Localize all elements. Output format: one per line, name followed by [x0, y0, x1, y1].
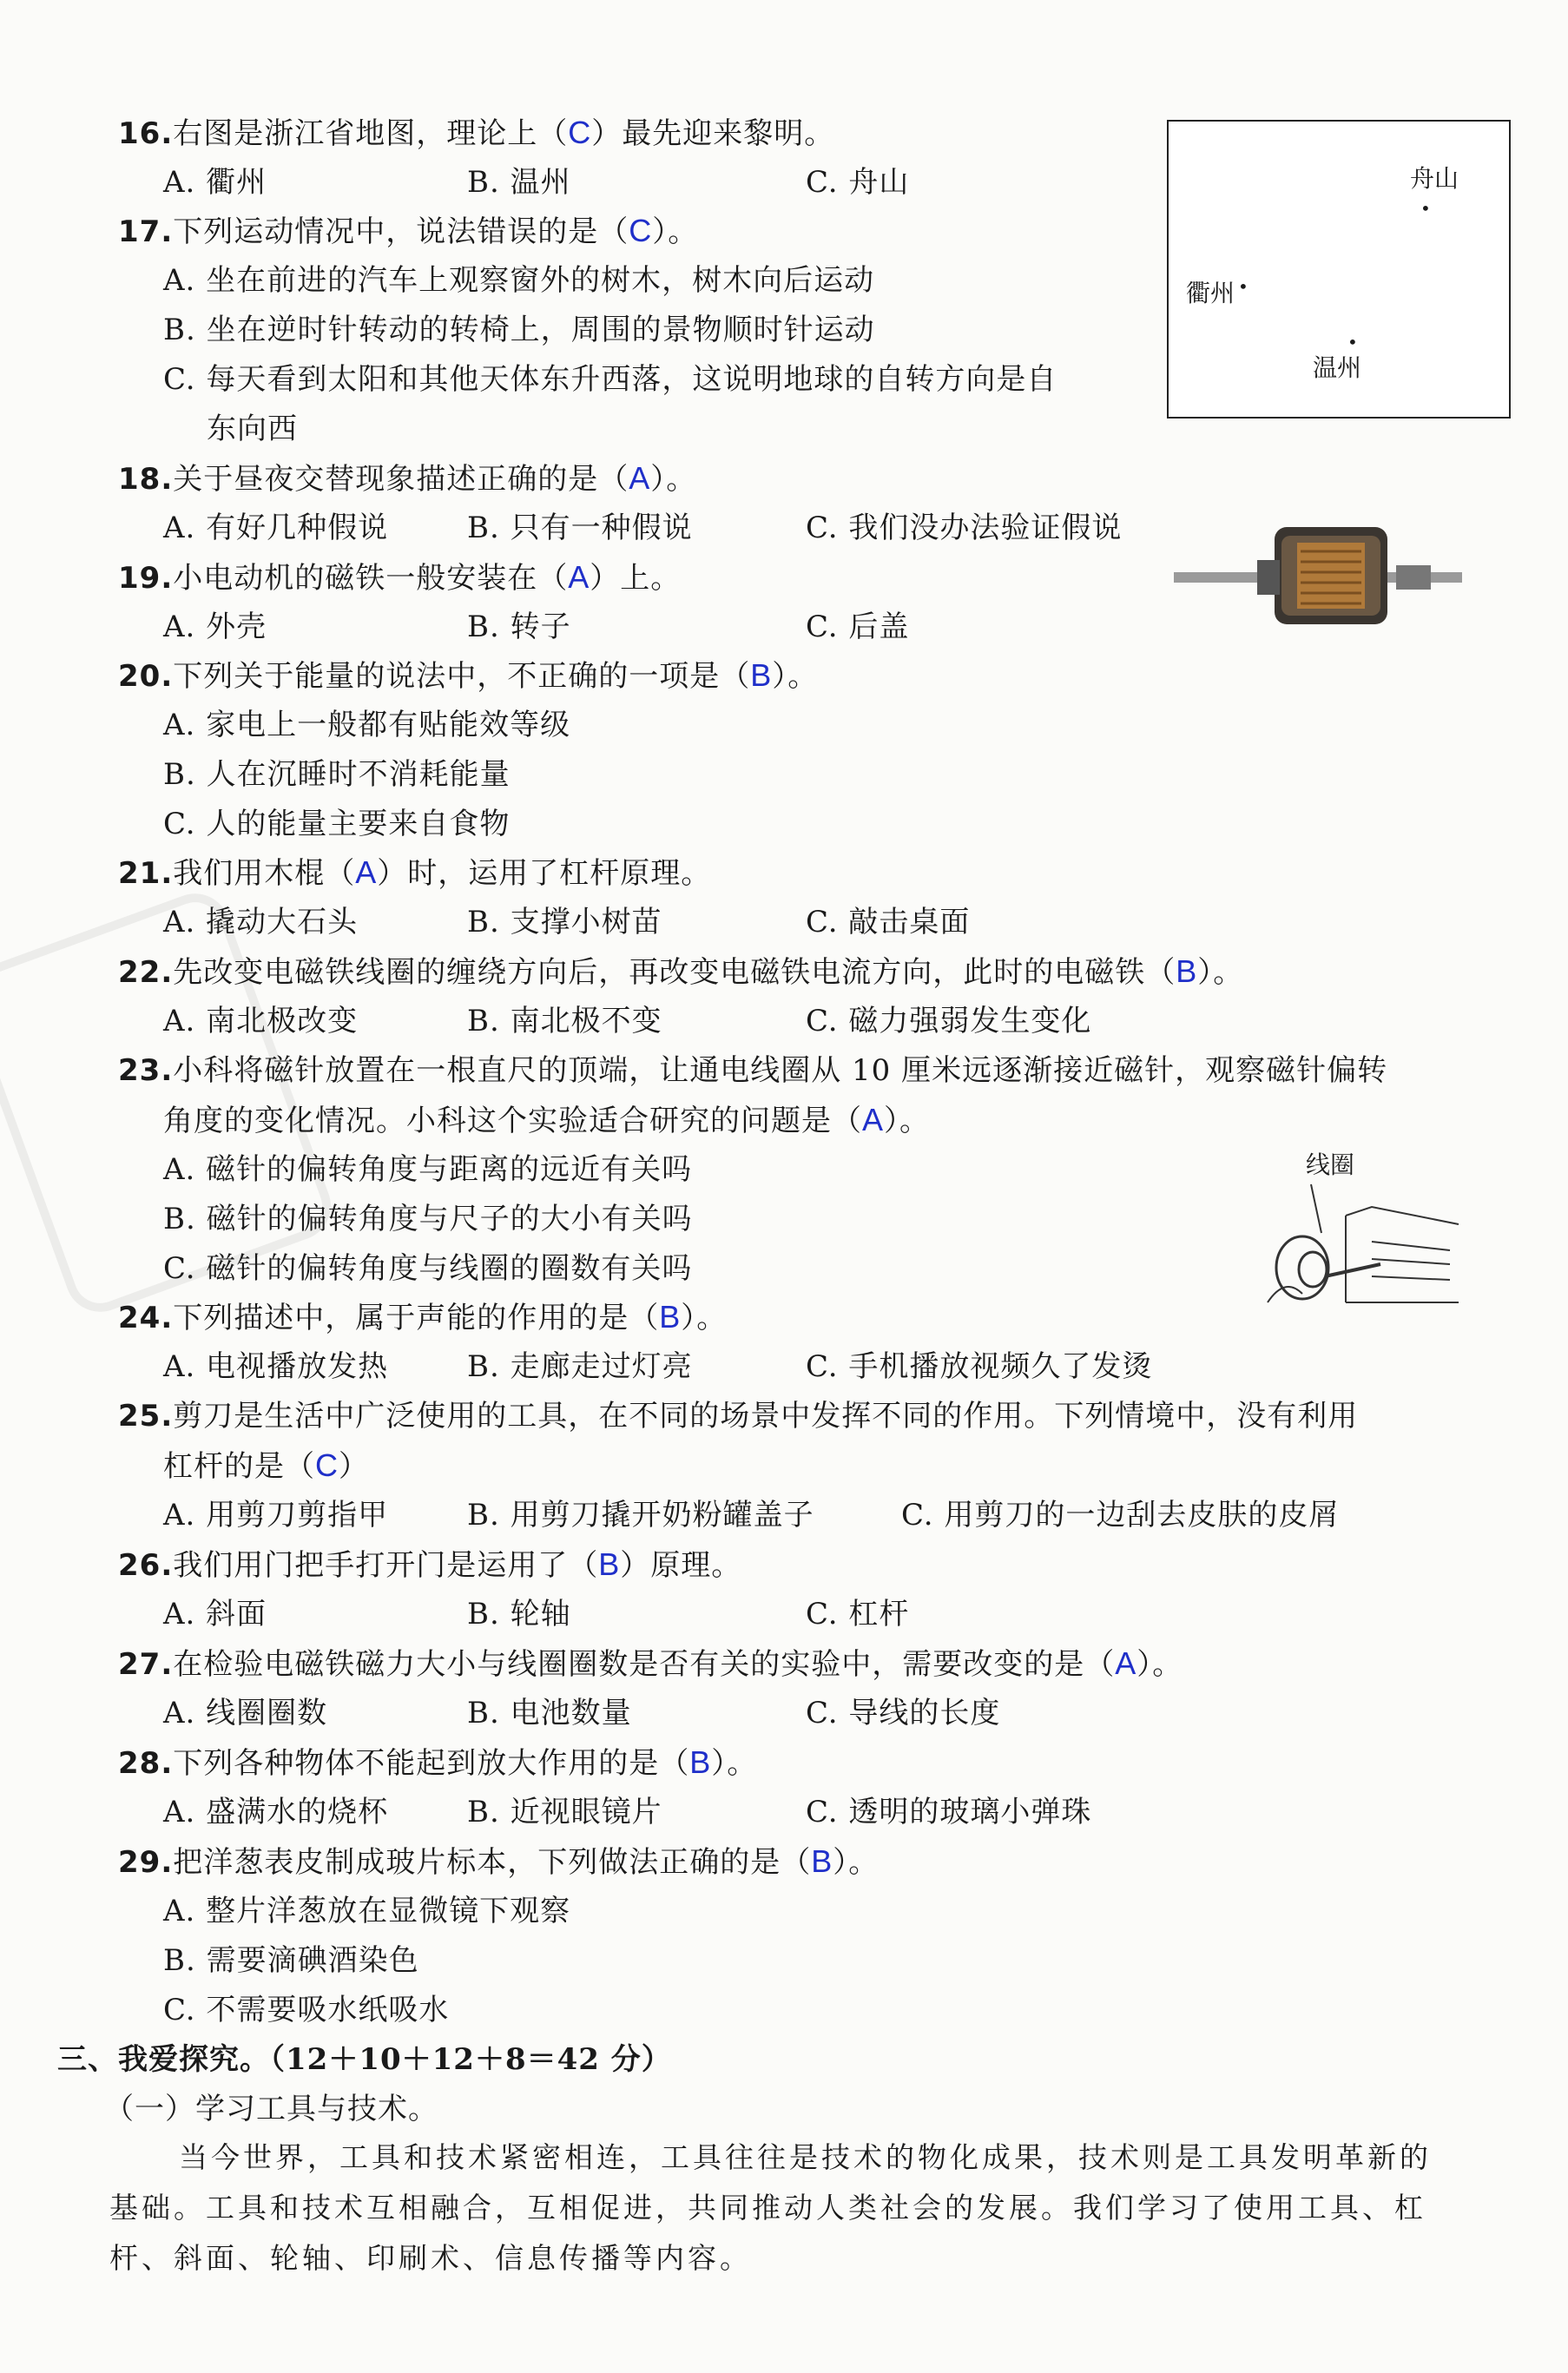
- option-c-continued: 东向西: [207, 412, 298, 446]
- option-c: C. 人的能量主要来自食物: [163, 807, 511, 841]
- coil-drawing: [1250, 1181, 1476, 1320]
- option-c: C. 磁针的偏转角度与线圈的圈数有关吗: [163, 1251, 693, 1286]
- section-3-subtitle: （一）学习工具与技术。: [104, 2092, 438, 2126]
- answer: B: [1176, 953, 1198, 989]
- answer: B: [598, 1546, 621, 1582]
- question-16: 16.右图是浙江省地图，理论上（C）最先迎来黎明。: [118, 115, 835, 151]
- question-28: 28.下列各种物体不能起到放大作用的是（B）。: [118, 1744, 758, 1781]
- motor-rotor-image: [1170, 517, 1466, 638]
- zhoushan-dot: •: [1420, 198, 1431, 219]
- question-27: 27.在检验电磁铁磁力大小与线圈圈数是否有关的实验中，需要改变的是（A）。: [118, 1645, 1183, 1682]
- answer: B: [689, 1744, 712, 1780]
- question-21: 21.我们用木棍（A）时，运用了杠杆原理。: [118, 854, 712, 891]
- coil-figure: 线圈: [1250, 1146, 1476, 1320]
- section-3-paragraph-line-3: 杆、斜面、轮轴、印刷术、信息传播等内容。: [109, 2241, 752, 2275]
- answer: A: [568, 559, 590, 595]
- section-3-paragraph-line-1: 当今世界，工具和技术紧密相连，工具往往是技术的物化成果，技术则是工具发明革新的: [179, 2140, 1432, 2174]
- option-a: A. 坐在前进的汽车上观察窗外的树木，树木向后运动: [163, 263, 875, 298]
- option-a: A. 家电上一般都有贴能效等级: [163, 708, 571, 742]
- question-25: 25.剪刀是生活中广泛使用的工具，在不同的场景中发挥不同的作用。下列情境中，没有利用: [118, 1399, 1359, 1434]
- answer: C: [629, 213, 653, 248]
- section-3-title: 三、我爱探究。（12＋10＋12＋8＝42 分）: [57, 2042, 672, 2077]
- option-c: C. 不需要吸水纸吸水: [163, 1993, 450, 2027]
- question-17: 17.下列运动情况中，说法错误的是（C）。: [118, 213, 699, 249]
- answer: A: [629, 460, 651, 496]
- option-a: A. 整片洋葱放在显微镜下观察: [163, 1894, 571, 1928]
- answer: A: [1115, 1645, 1137, 1681]
- option-a: A. 磁针的偏转角度与距离的远近有关吗: [163, 1152, 693, 1187]
- option-b: B. 需要滴碘酒染色: [163, 1943, 419, 1978]
- question-23: 23.小科将磁针放置在一根直尺的顶端，让通电线圈从 10 厘米远逐渐接近磁针，观察磁针偏转: [118, 1053, 1388, 1088]
- zhejiang-map-figure: 舟山 • 衢州 • • 温州: [1167, 120, 1511, 419]
- quzhou-dot: •: [1238, 276, 1248, 297]
- section-3-paragraph-line-2: 基础。工具和技术互相融合，互相促进，共同推动人类社会的发展。我们学习了使用工具、杠: [109, 2191, 1426, 2225]
- option-b: B. 人在沉睡时不消耗能量: [163, 757, 511, 792]
- question-29: 29.把洋葱表皮制成玻片标本，下列做法正确的是（B）。: [118, 1843, 880, 1880]
- answer: A: [862, 1102, 885, 1137]
- answer: B: [659, 1299, 682, 1335]
- answer: C: [315, 1447, 339, 1483]
- question-23-line-2: 角度的变化情况。小科这个实验适合研究的问题是（A）。: [163, 1102, 931, 1138]
- option-b: B. 磁针的偏转角度与尺子的大小有关吗: [163, 1202, 693, 1236]
- answer: C: [568, 115, 592, 150]
- question-26: 26.我们用门把手打开门是运用了（B）原理。: [118, 1546, 742, 1583]
- question-19: 19.小电动机的磁铁一般安装在（A）上。: [118, 559, 682, 596]
- worksheet-page: 16.右图是浙江省地图，理论上（C）最先迎来黎明。 A. 衢州 B. 温州 C. 舟山 舟山 • 衢州 • • 温州 17.下列运动情况中，说法错误的是（C）。 A. 坐在前进的汽车上观察窗外的树木，树木向后运动 B. 坐在逆时针转动的转椅上，周围的景物顺时针运动 C. 每天看到太阳和其他天体东升西落，这说明地球的自转方向是自 东向西 18.关于昼夜交替现象描述正确的是（A）。 A. 有好几种假说 B. 只有一种假说 C. 我们没办法验证假说 19.小电动机的磁铁一般安装在（A）上。 A. 外壳 B. 转子 C. 后盖 20.下列关于能量的说法中，不正确的一项是（B）。 A. 家电上一般都有贴能效等级 B. 人在沉睡时不消耗能量 C. 人的能量主要来自食物 21.我们用木棍（A）时，运用了杠杆原理。 A. 撬动大石头 B. 支撑小树苗 C. 敲击桌面 22.先改变电磁铁线圈的缠绕方向后，再改变电磁铁电流方向，此时的电磁铁（B）。 A. 南北极改变 B. 南北极不变 C. 磁力强弱发生变化 23.小科将磁针放置在一根直尺的顶端，让通电线圈从 10 厘米远逐渐接近磁针，观察磁针偏转 角度的变化情况。小科这个实验适合研究的问题是（A）。 A. 磁针的偏转角度与距离的远近有关吗 B. 磁针的偏转角度与尺子的大小有关吗 C. 磁针的偏转角度与线圈的圈数有关吗 线圈 24.下列描述中，属于声能的作用的是（B）。 A. 电视播放发热 B. 走廊走过灯亮 C. 手机播放视频久了发烫 25.剪刀是生活中广泛使用的工具，在不同的场景中发挥不同的作用。下列情境中，没有利用 杠杆的是（C） A. 用剪刀剪指甲 B. 用剪刀撬开奶粉罐盖子 C. 用剪刀的一边刮去皮肤的皮屑 26.我们用门把手打开门是运用了（B）原理。 A. 斜面 B. 轮轴 C. 杠杆 27.在检验电磁铁磁力大小与线圈圈数是否有关的实验中，需要改变的是（A）。 A. 线圈圈数 B. 电池数量 C. 导线的长度 28.下列各种物体不能起到放大作用的是（B）。 A. 盛满水的烧杯 B. 近视眼镜片 C. 透明的玻璃小弹珠 29.把洋葱表皮制成玻片标本，下列做法正确的是（B）。 A. 整片洋葱放在显微镜下观察 B. 需要滴碘酒染色 C. 不需要吸水纸吸水 三、我爱探究。（12＋10＋12＋8＝42 分） （一）学习工具与技术。 当今世界，工具和技术紧密相连，工具往往是技术的物化成果，技术则是工具发明革新的 基础。工具和技术互相融合，互相促进，共同推动人类社会的发展。我们学习了使用工具、杠 杆、斜面、轮轴、印刷术、信息传播等内容。: [0, 0, 1568, 2373]
- answer: B: [811, 1843, 833, 1879]
- question-18: 18.关于昼夜交替现象描述正确的是（A）。: [118, 460, 697, 497]
- question-20: 20.下列关于能量的说法中，不正确的一项是（B）。: [118, 657, 819, 694]
- question-24: 24.下列描述中，属于声能的作用的是（B）。: [118, 1299, 728, 1335]
- question-22: 22.先改变电磁铁线圈的缠绕方向后，再改变电磁铁电流方向，此时的电磁铁（B）。: [118, 953, 1244, 990]
- answer: A: [355, 854, 378, 890]
- answer: B: [750, 657, 773, 693]
- question-25-line-2: 杠杆的是（C）: [163, 1447, 369, 1484]
- option-b: B. 坐在逆时针转动的转椅上，周围的景物顺时针运动: [163, 313, 875, 347]
- wenzhou-dot: •: [1347, 332, 1358, 353]
- option-c: C. 每天看到太阳和其他天体东升西落，这说明地球的自转方向是自: [163, 362, 1057, 397]
